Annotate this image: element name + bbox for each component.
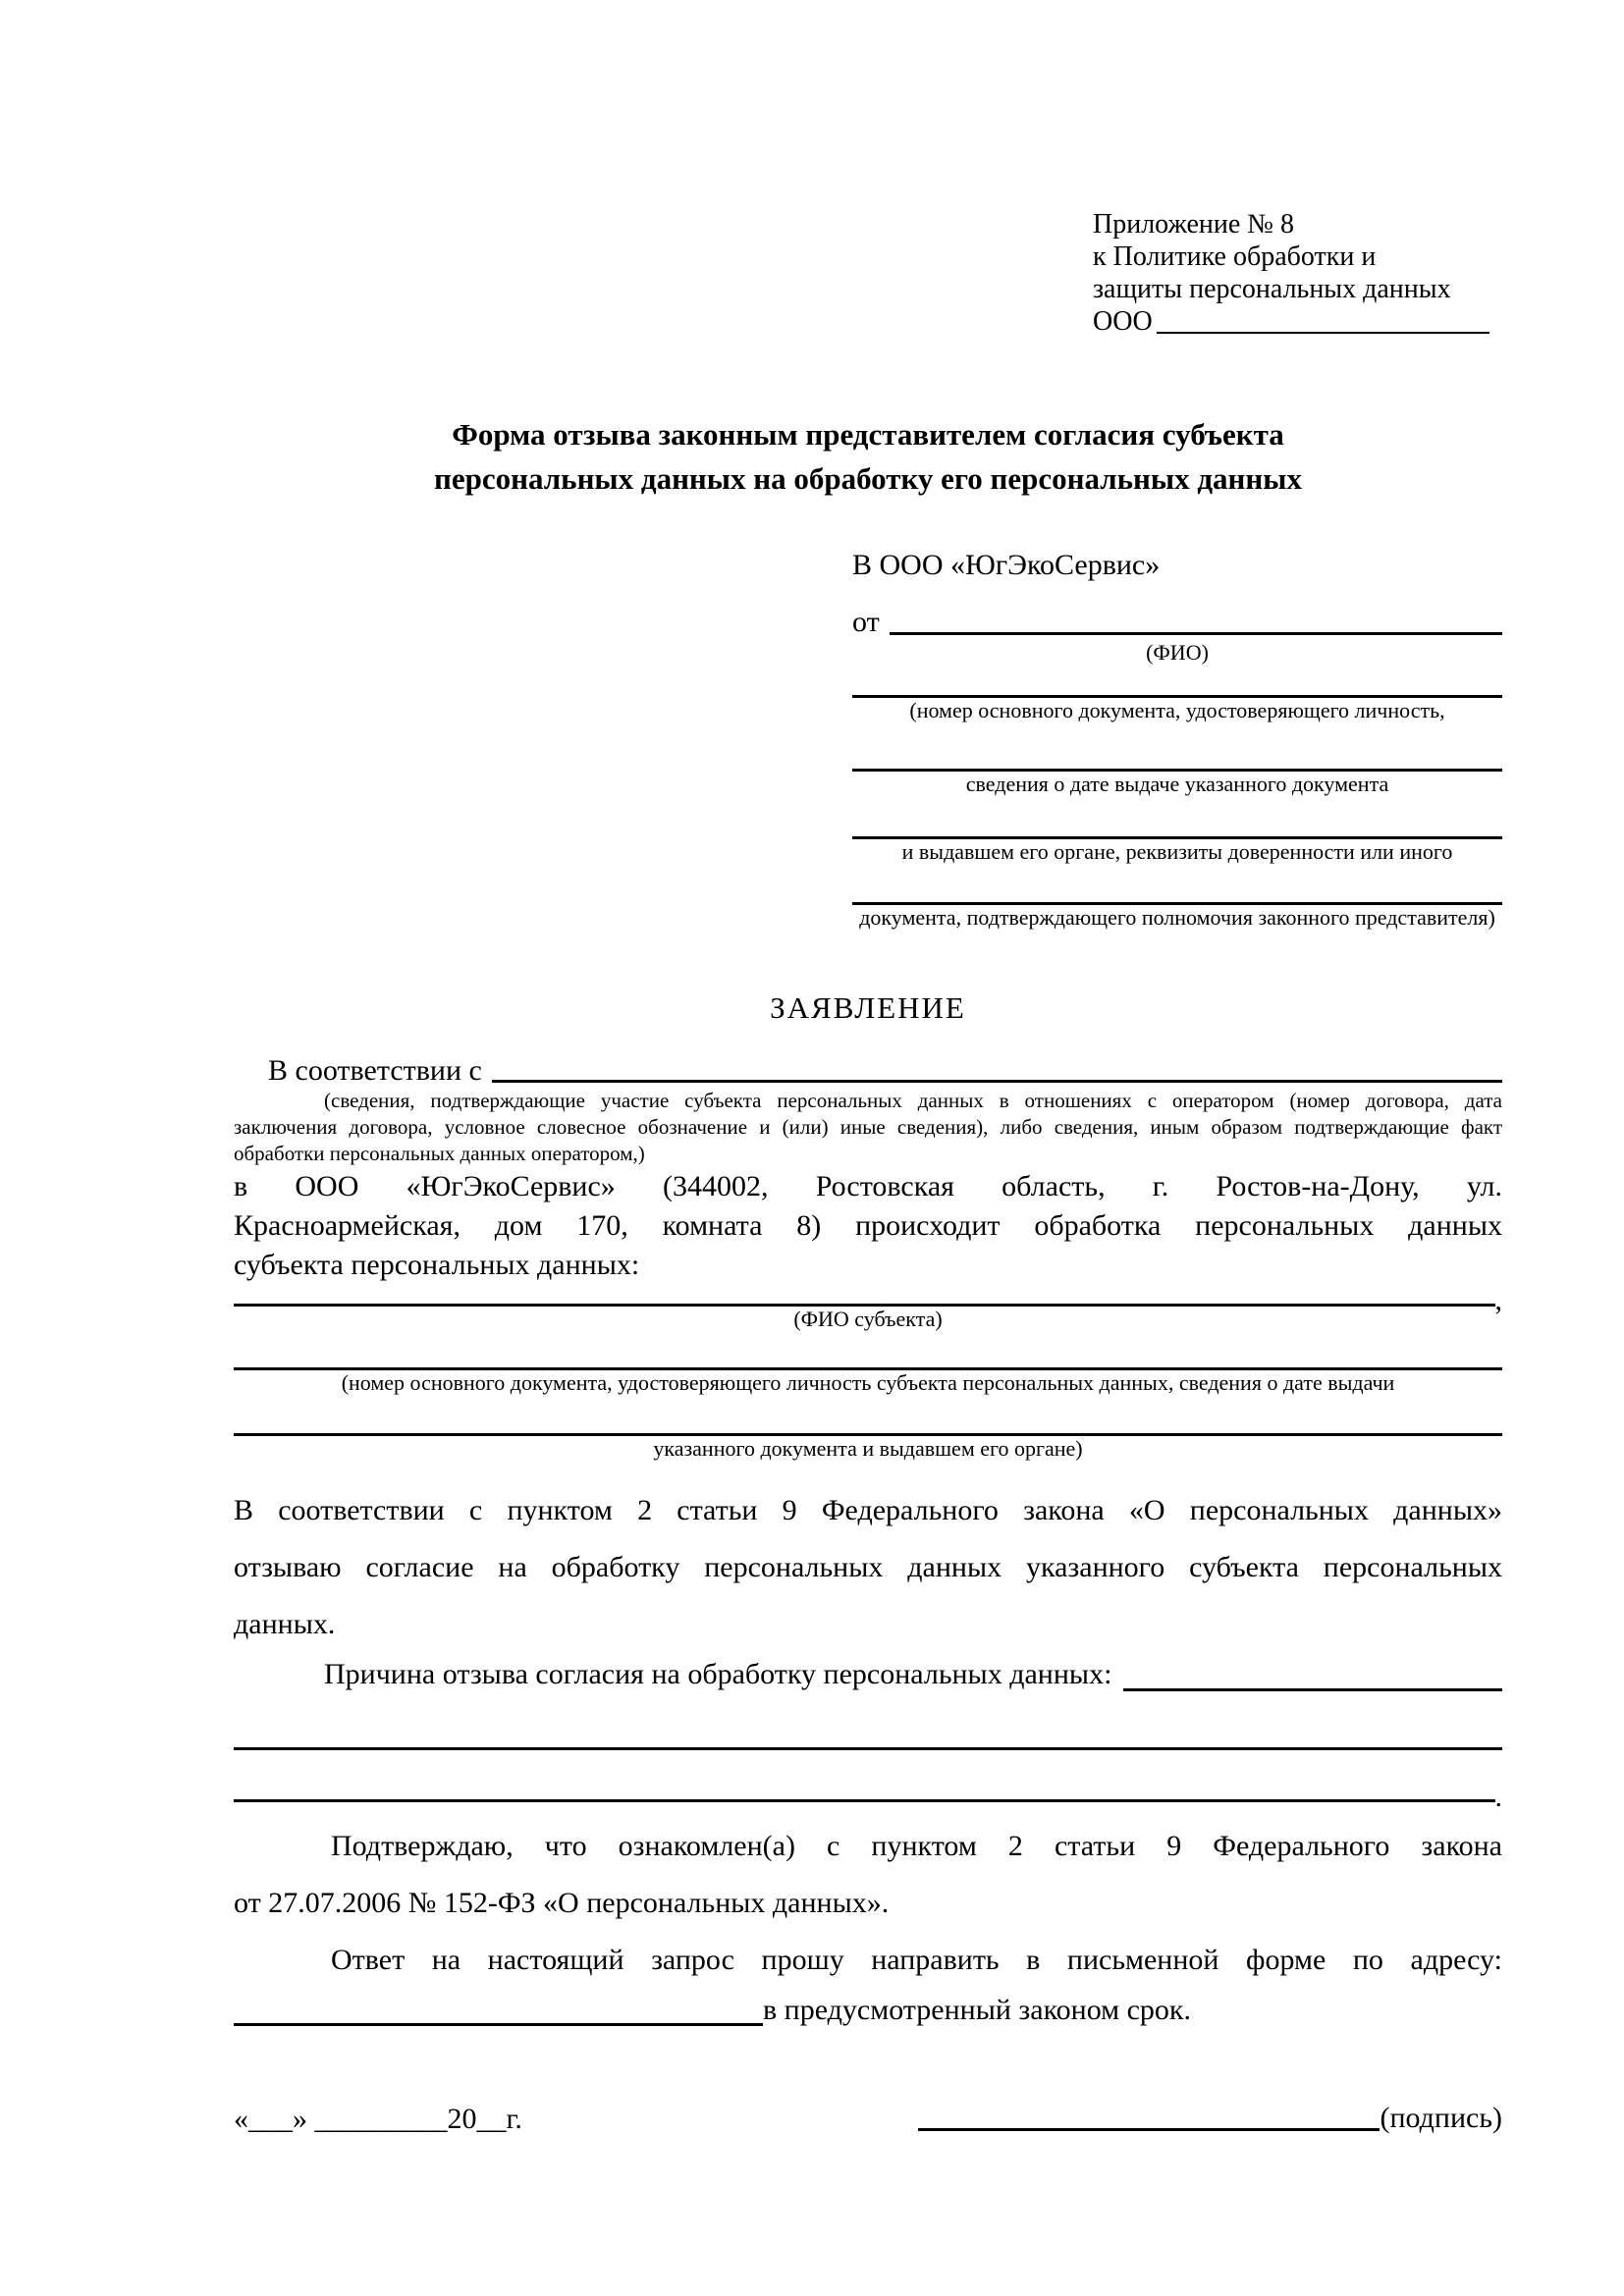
accordance-row [234,1054,1502,1088]
from-row [852,605,1502,640]
appendix-org-row [1093,305,1489,338]
document-title-line: персональных данных на обработку его персональных данных [434,461,1302,496]
reason-period: . [1494,1781,1502,1813]
response-paragraph-line: Ответ на настоящий запрос прошу направить в письменной форме по адресу: [331,1944,1502,1976]
document-number-blank-line [852,667,1502,698]
withdrawal-paragraph-line: данных. [234,1608,336,1640]
from-blank-line [890,605,1502,635]
subject-document-caption-2: указанного документа и выдавшем его органе) [653,1436,1083,1461]
issue-date-caption: сведения о дате выдаче указанного документа [965,772,1389,796]
appendix-note-line: Приложение № 8 [1093,209,1294,240]
document-title-line: Форма отзыва законным представителем согласия субъекта [452,417,1284,452]
addressee-block [852,548,1502,931]
reason-blank-line-3 [234,1750,1502,1813]
subject-fio-blank-line [234,1285,1495,1307]
small-print-note [234,1088,1502,1167]
withdrawal-paragraph-line: В соответствии с пунктом 2 статьи 9 Федерального закона «О персональных данных» [234,1494,1502,1526]
small-print-line: заключения договора, условное словесное обозначение и (или) иные сведения), либо сведения, иным образом подтверждающие факт [234,1115,1502,1139]
withdrawal-paragraph [234,1482,1502,1653]
issue-date-blank-line [852,723,1502,772]
signature-block [918,2101,1502,2136]
small-print-line: обработки персональных данных оператором,) [234,1142,645,1165]
fio-caption: (ФИО) [1146,640,1209,665]
small-print-line: (сведения, подтверждающие участие субъекта персональных данных в отношениях с оператором (номер договора, дата [324,1089,1502,1112]
appendix-note-line: к Политике обработки и [1093,241,1377,272]
subject-document-blank-line-2 [234,1396,1502,1436]
reason-blank-line-3-rule [234,1750,1495,1802]
reason-blank-line [1123,1653,1502,1691]
representative-authority-blank-line [852,865,1502,905]
document-title [234,412,1502,501]
reason-blank-line-2 [234,1696,1502,1750]
accordance-blank-line [492,1054,1502,1083]
org-name-blank-line [1157,305,1489,334]
operator-paragraph-line: субъекта персональных данных: [234,1249,640,1281]
appendix-note [1093,0,1489,338]
response-paragraph [234,1932,1502,1989]
withdrawal-paragraph-line: отзываю согласие на обработку персональных данных указанного субъекта персональных [234,1551,1502,1583]
operator-paragraph-line: в ООО «ЮгЭкоСервис» (344002, Ростовская область, г. Ростов-на-Дону, ул. [234,1170,1502,1202]
signature-caption: (подпись) [1380,2102,1502,2134]
addressee-org: В ООО «ЮгЭкоСервис» [852,549,1161,581]
subject-fio-caption: (ФИО субъекта) [793,1307,943,1331]
footer-row [234,2101,1502,2136]
reason-row [234,1653,1502,1696]
confirmation-paragraph-line: от 27.07.2006 № 152-ФЗ «О персональных данных». [234,1887,890,1919]
operator-paragraph-line: Красноармейская, дом 170, комната 8) происходит обработка персональных данных [234,1209,1502,1242]
subject-fio-comma: , [1494,1284,1502,1316]
signature-blank-line [918,2128,1380,2131]
subject-fio-row [234,1284,1502,1316]
subject-document-blank-line [234,1332,1502,1370]
response-address-blank-line [234,2023,763,2026]
representative-authority-caption: документа, подтверждающего полномочия законного представителя) [859,905,1495,930]
confirmation-paragraph [234,1818,1502,1932]
response-paragraph-suffix: в предусмотренный законом срок. [763,1994,1191,2026]
appendix-note-line: защиты персональных данных [1093,274,1451,304]
issuing-authority-caption: и выдавшем его органе, реквизиты доверенности или иного [901,839,1453,864]
subject-document-caption: (номер основного документа, удостоверяющего личность субъекта персональных данных, сведения о дате выдачи [341,1370,1395,1395]
reason-label: Причина отзыва согласия на обработку персональных данных: [324,1658,1112,1690]
statement-heading: ЗАЯВЛЕНИЕ [770,990,966,1025]
document-number-caption: (номер основного документа, удостоверяющего личность, [909,698,1445,722]
issuing-authority-blank-line [852,797,1502,839]
org-prefix: ООО [1093,306,1153,337]
operator-paragraph [234,1167,1502,1285]
accordance-prefix: В соответствии с [268,1054,482,1087]
from-label: от [852,606,880,638]
confirmation-paragraph-line: Подтверждаю, что ознакомлен(а) с пунктом 2 статьи 9 Федерального закона [331,1830,1502,1862]
date-line: «___» _________20__г. [234,2103,522,2135]
response-address-row [234,1989,1502,2030]
